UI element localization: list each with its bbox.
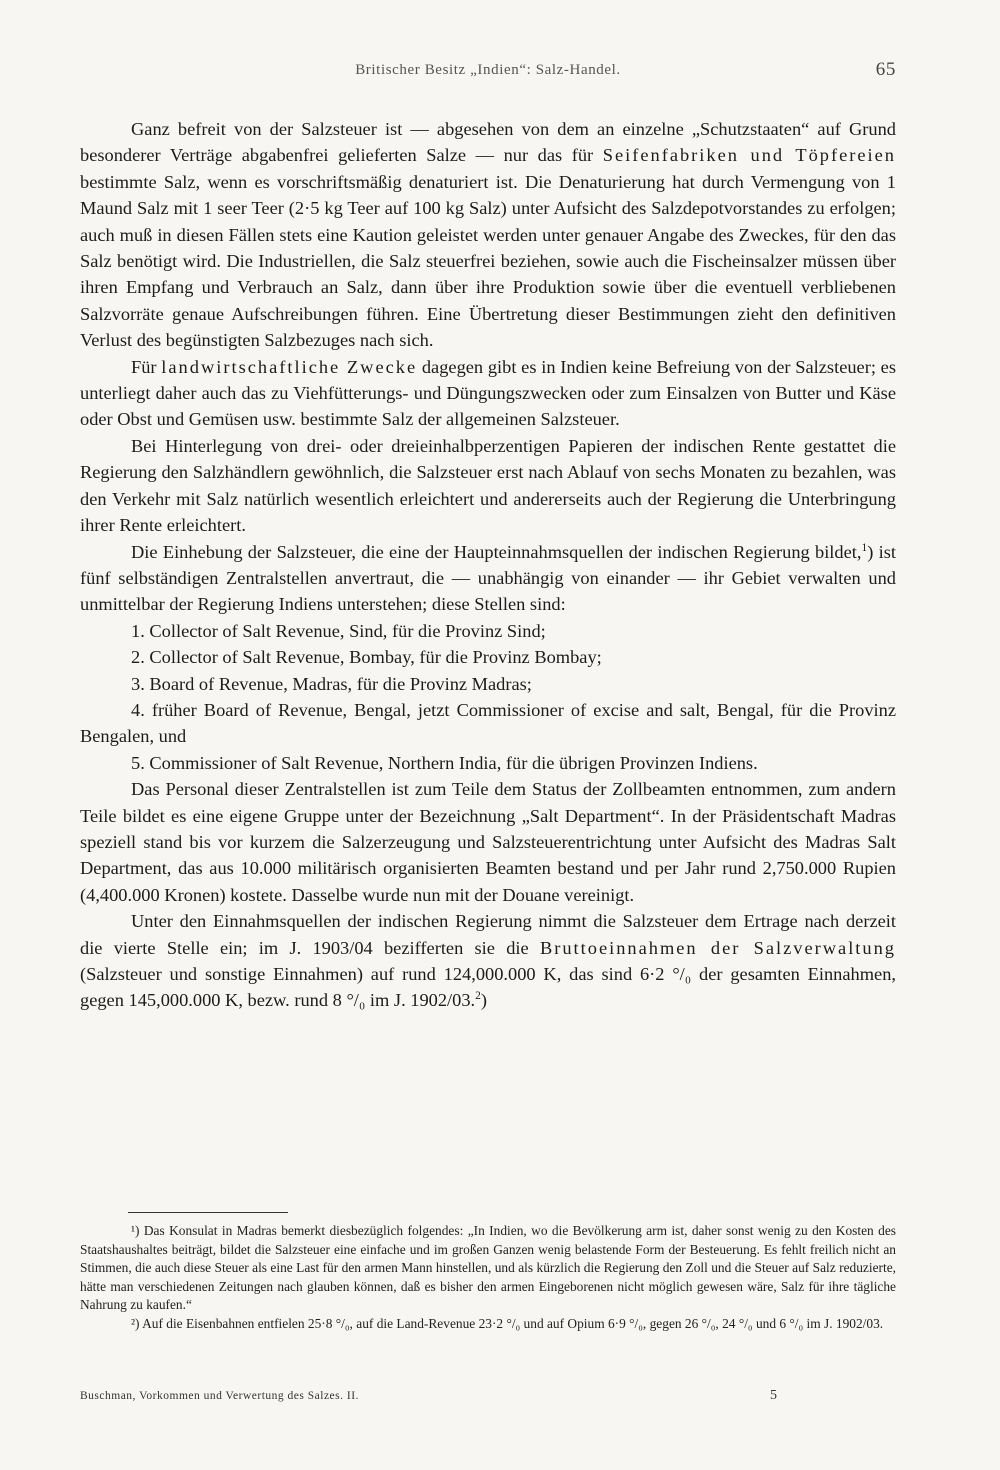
- paragraph: Für landwirtschaftliche Zwecke dagegen gibt es in Indien keine Befreiung von der Salzsteuer; es unterliegt daher auch das zu Viehfütterungs- und Düngungszwecken oder zum Einsalzen von Butter und Käse oder Obst und Gemüsen usw. bestimmte Salz der allgemeinen Salzsteuer.: [80, 356, 896, 430]
- footnote-ref: 2: [475, 990, 481, 1003]
- paragraph: Unter den Einnahmsquellen der indischen Regierung nimmt die Salzsteuer dem Ertrage nach derzeit die vierte Stelle ein; im J. 1903/04 bezifferten sie die Bruttoeinnahmen der Salzverwaltung (Salzsteuer und sonstige Einnahmen) auf rund 124,000.000 K, das sind 6·2 °/₀ der gesamten Einnahmen, gegen 145,000.000 K, bezw. rund 8 °/₀ im J. 1902/03.$^2$): [80, 911, 896, 1011]
- footnote-1: ¹) Das Konsulat in Madras bemerkt diesbezüglich folgendes: „In Indien, wo die Bevölkerung arm ist, daher sonst wenig zu den Kosten des Staatshaushaltes beiträgt, bildet die Salzsteuer eine einfache und im großen Ganzen wenig belastende Form der Besteuerung. Es fehlt freilich nicht an Stimmen, die auch diese Steuer als eine Last für den armen Mann hinstellen, und als kürzlich die Regierung den Zoll und die Steuer auf Salz reduzierte, hätte man verschiedenen Zeitungen nach glauben können, daß es bisher den armen Eingeborenen nicht möglich gewesen wäre, Salz für ihre tägliche Nahrung zu kaufen.“: [80, 1223, 896, 1313]
- footnote-ref: 1: [861, 541, 868, 554]
- list-item: 4. früher Board of Revenue, Bengal, jetzt Commissioner of excise and salt, Bengal, für die Provinz Bengalen, und: [80, 699, 896, 747]
- sheet-number: 5: [770, 1388, 778, 1403]
- list-item: 2. Collector of Salt Revenue, Bombay, für die Provinz Bombay;: [131, 647, 602, 668]
- office-list: [80, 618, 896, 776]
- page-number: 65: [875, 59, 896, 80]
- footnotes: [80, 1222, 896, 1334]
- paragraph: Die Einhebung der Salzsteuer, die eine der Haupteinnahmsquellen der indischen Regierung bildet,$^1$) ist fünf selbständigen Zentralstellen anvertraut, die — unabhängig von einander — ihr Gebiet verwalten und unmittelbar der Regierung Indiens unterstehen; diese Stellen sind:: [80, 541, 896, 615]
- list-item: 5. Commissioner of Salt Revenue, Northern India, für die übrigen Provinzen Indiens.: [131, 752, 758, 773]
- list-item: 1. Collector of Salt Revenue, Sind, für die Provinz Sind;: [131, 620, 546, 641]
- list-item: 3. Board of Revenue, Madras, für die Provinz Madras;: [131, 673, 532, 694]
- running-title: Britischer Besitz „Indien“: Salz-Handel.: [355, 62, 621, 78]
- paragraph: Das Personal dieser Zentralstellen ist zum Teile dem Status der Zollbeamten entnommen, zum andern Teile bildet es eine eigene Gruppe unter der Bezeichnung „Salt Department“. In der Präsidentschaft Madras speziell stand bis vor kurzem die Salzerzeugung und Salzsteuerentrichtung unter Aufsicht des Madras Salt Department, das aus 10.000 militärisch organisierten Beamten bestand und per Jahr rund 2,750.000 Rupien (4,400.000 Kronen) kostete. Dasselbe wurde nun mit der Douane vereinigt.: [80, 779, 896, 905]
- paragraph: Ganz befreit von der Salzsteuer ist — abgesehen von dem an einzelne „Schutzstaaten“ auf Grund besonderer Verträge abgabenfrei gelieferten Salze — nur das für Seifenfabriken und Töpfereien bestimmte Salz, wenn es vorschriftsmäßig denaturiert ist. Die Denaturierung hat durch Vermengung von 1 Maund Salz mit 1 seer Teer (2·5 kg Teer auf 100 kg Salz) unter Aufsicht des Salzdepotvorstandes zu erfolgen; auch muß in diesen Fällen stets eine Kaution geleistet werden unter genauer Angabe des Zweckes, für den das Salz benötigt wird. Die Industriellen, die Salz steuerfrei beziehen, sowie auch die Fischeinsalzer müssen über ihren Empfang und Verbrauch an Salz, dann über ihre Produktion sowie über die eventuell verbliebenen Salzvorräte genaue Aufschreibungen führen. Eine Übertretung dieser Bestimmungen zieht den definitiven Verlust des begünstigten Salzbezuges nach sich.: [80, 119, 896, 351]
- paragraph: Bei Hinterlegung von drei- oder dreieinhalbperzentigen Papieren der indischen Rente gestattet die Regierung den Salzhändlern gewöhnlich, die Salzsteuer erst nach Ablauf von sechs Monaten zu bezahlen, was den Verkehr mit Salz natürlich wesentlich erleichtert und andererseits auch der Regierung die Unterbringung ihrer Rente erleichtert.: [80, 435, 896, 536]
- footnote-2: ²) Auf die Eisenbahnen entfielen 25·8 °/₀, auf die Land-Revenue 23·2 °/₀ und auf Opium 6·9 °/₀, gegen 26 °/₀, 24 °/₀ und 6 °/₀ im J. 1902/03.: [131, 1315, 884, 1331]
- sheet-signature: [80, 1390, 896, 1402]
- footnote-rule: [128, 1212, 288, 1213]
- signature-text: Buschman, Vorkommen und Verwertung des Salzes. II.: [80, 1390, 359, 1402]
- body-text: [80, 116, 896, 1014]
